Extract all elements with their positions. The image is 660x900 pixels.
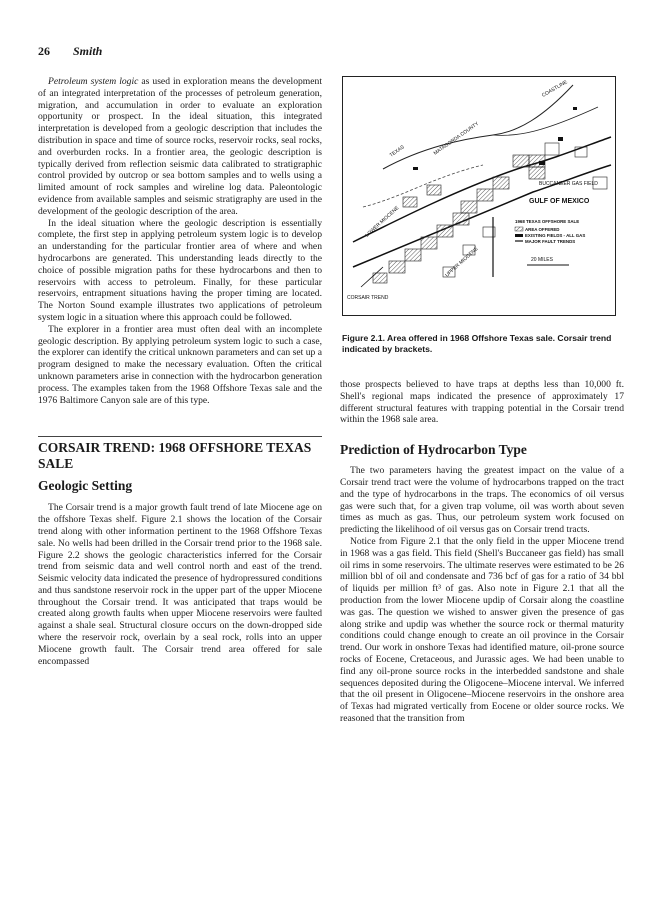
upper-miocene-label: UPPER MIOCENE: [444, 245, 480, 279]
existing-fields: [413, 107, 577, 170]
running-author: Smith: [73, 44, 103, 58]
corsair-label: CORSAIR TREND: [347, 295, 389, 301]
scale-label: 20 MILES: [531, 257, 553, 263]
intro-term: Petroleum system logic: [48, 76, 139, 87]
texas-label: TEXAS: [388, 144, 406, 159]
legend-title: 1968 TEXAS OFFSHORE SALE: [515, 219, 580, 224]
page-header: [38, 44, 102, 59]
body-paragraph: Notice from Figure 2.1 that the only field in the upper Miocene trend in 1968 was a gas field. This field (Shell's Buccaneer gas field) has small oil rims in some reservoirs. The ultimate reserves were estimated to be 26 million bbl of oil and condensate and 736 bcf of gas for a ratio of 34 bbl of liquids per million ft³ of gas. Also note in Figure 2.1 that all the production from the lower Miocene updip of Corsair along the coastline was gas. The question we wished to answer given the presence of gas along strike and updip was whether the source rock or thermal maturity conditions could change enough to create an oil province in the Corsair trend. Our work in onshore Texas had identified mature, oil-prone source rocks of Eocene, Cretaceous, and Jurassic ages. We had been unable to find any oil-prone source rocks in the interbedded sandstone and shale sequences deposited during the Oligocene–Miocene interval. We inferred that the oil present in Oligocene–Miocene reservoirs in the onshore area of Texas had migrated vertically from Eocene or older source rocks. We reasoned that the transition from: [340, 535, 624, 724]
intro-text: as used in exploration means the development of an integrated interpretation of the processes of petroleum generation, migration, and accumulation in order to evaluate an exploration opportunity or prospect. In the ideal situation, this integrated interpretation is developed from a geologic description that includes the distribution in space and time of source rocks, reservoir rocks, seal rocks, and overburden rocks. In a frontier area, the geologic description is typically derived from reflection seismic data calibrated to stratigraphic control provided by outcrop or sea bottom samples and to wells using a limited amount of rock samples and wireline log data. Paleontologic evidence from available samples and seismic stratigraphy are used in the development of the geologic description of the area.: [38, 76, 322, 217]
county-label: MATAGORDA COUNTY: [432, 120, 481, 157]
body-paragraph: The Corsair trend is a major growth fault trend of late Miocene age on the offshore Texas shelf. Figure 2.1 shows the location of the Corsair trend along with other information pertinent to the 1968 Offshore Texas sale. No wells had been drilled in the Corsair trend prior to the 1968 sale. Figure 2.2 shows the geologic characteristics inferred for the Corsair trend from seismic data and well control north and east of the trend. Seismic velocity data indicated the presence of hydropressured conditions and thus sandstone reservoir rock in the upper part of the upper Miocene throughout the Corsair trend. It was anticipated that traps would be created along growth faults when upper Miocene reservoirs were faulted against a shale seal. Structural closure occurs on the down-dropped side where the reservoir rock, overlain by a seal rock, rolls into an upper Miocene growth fault. The Corsair trend area offered for sale encompassed: [38, 502, 322, 667]
body-paragraph: The two parameters having the greatest impact on the value of a Corsair trend tract were the volume of hydrocarbons trapped on the tract and the type of hydrocarbons in the traps. The economics of oil versus gas were such that, for a given trap volume, oil was worth about seven times as much as gas. Thus, our petroleum system work focused on predicting the likelihood of oil versus gas on Corsair trend tracts.: [340, 465, 624, 536]
legend-item: EXISTING FIELDS - ALL GAS: [525, 233, 586, 238]
map-legend: [515, 219, 585, 244]
right-column: [340, 379, 624, 725]
figure-map: [342, 76, 616, 316]
section-heading: Prediction of Hydrocarbon Type: [340, 442, 527, 458]
left-column: [38, 76, 322, 667]
section-heading: CORSAIR TREND: 1968 OFFSHORE TEXAS SALE: [38, 436, 322, 472]
continuation-paragraph: those prospects believed to have traps at depths less than 10,000 ft. Shell's regional maps indicated the presence of approximately 17 different structural features with trapping potential in the Corsair trend within the 1968 sale area.: [340, 379, 624, 426]
buccaneer-label: BUCCANEER GAS FIELD: [539, 181, 598, 187]
legend-item: AREA OFFERED: [525, 227, 560, 232]
coastline-label: COASTLINE: [541, 79, 569, 99]
legend-item: MAJOR FAULT TRENDS: [525, 239, 576, 244]
lower-miocene-label: LOWER MIOCENE: [364, 205, 401, 239]
subheading: Geologic Setting: [38, 478, 133, 494]
page-number: 26: [38, 44, 50, 58]
gulf-label: GULF OF MEXICO: [529, 198, 590, 205]
body-paragraph: The explorer in a frontier area must often deal with an incomplete geologic description. By applying petroleum system logic to such a case, the explorer can identify the critical unknown parameters and can set up a program designed to make the necessary evaluation. Often the critical unknown parameters arise in connection with the hydrocarbon generation process. The examples taken from the 1968 Offshore Texas sale and the 1976 Baltimore Canyon sale are of this type.: [38, 323, 322, 406]
figure-caption: Figure 2.1. Area offered in 1968 Offshore Texas sale. Corsair trend indicated by brackets.: [342, 333, 612, 354]
body-paragraph: In the ideal situation where the geologic description is essentially complete, the first step in applying petroleum system logic is to develop an understanding for the particular frontier area of where and when hydrocarbons are generated. This understanding leads directly to the choice of possible migration paths for these hydrocarbons and then to reservoirs with access to petroleum. Finally, for these particular reservoirs, entrapment situations having the proper timing are located. The Norton Sound example illustrates two applications of petroleum system logic in a situation where this approach could be followed.: [38, 217, 322, 323]
map-drawing: [343, 77, 617, 317]
intro-paragraph: [38, 76, 322, 218]
